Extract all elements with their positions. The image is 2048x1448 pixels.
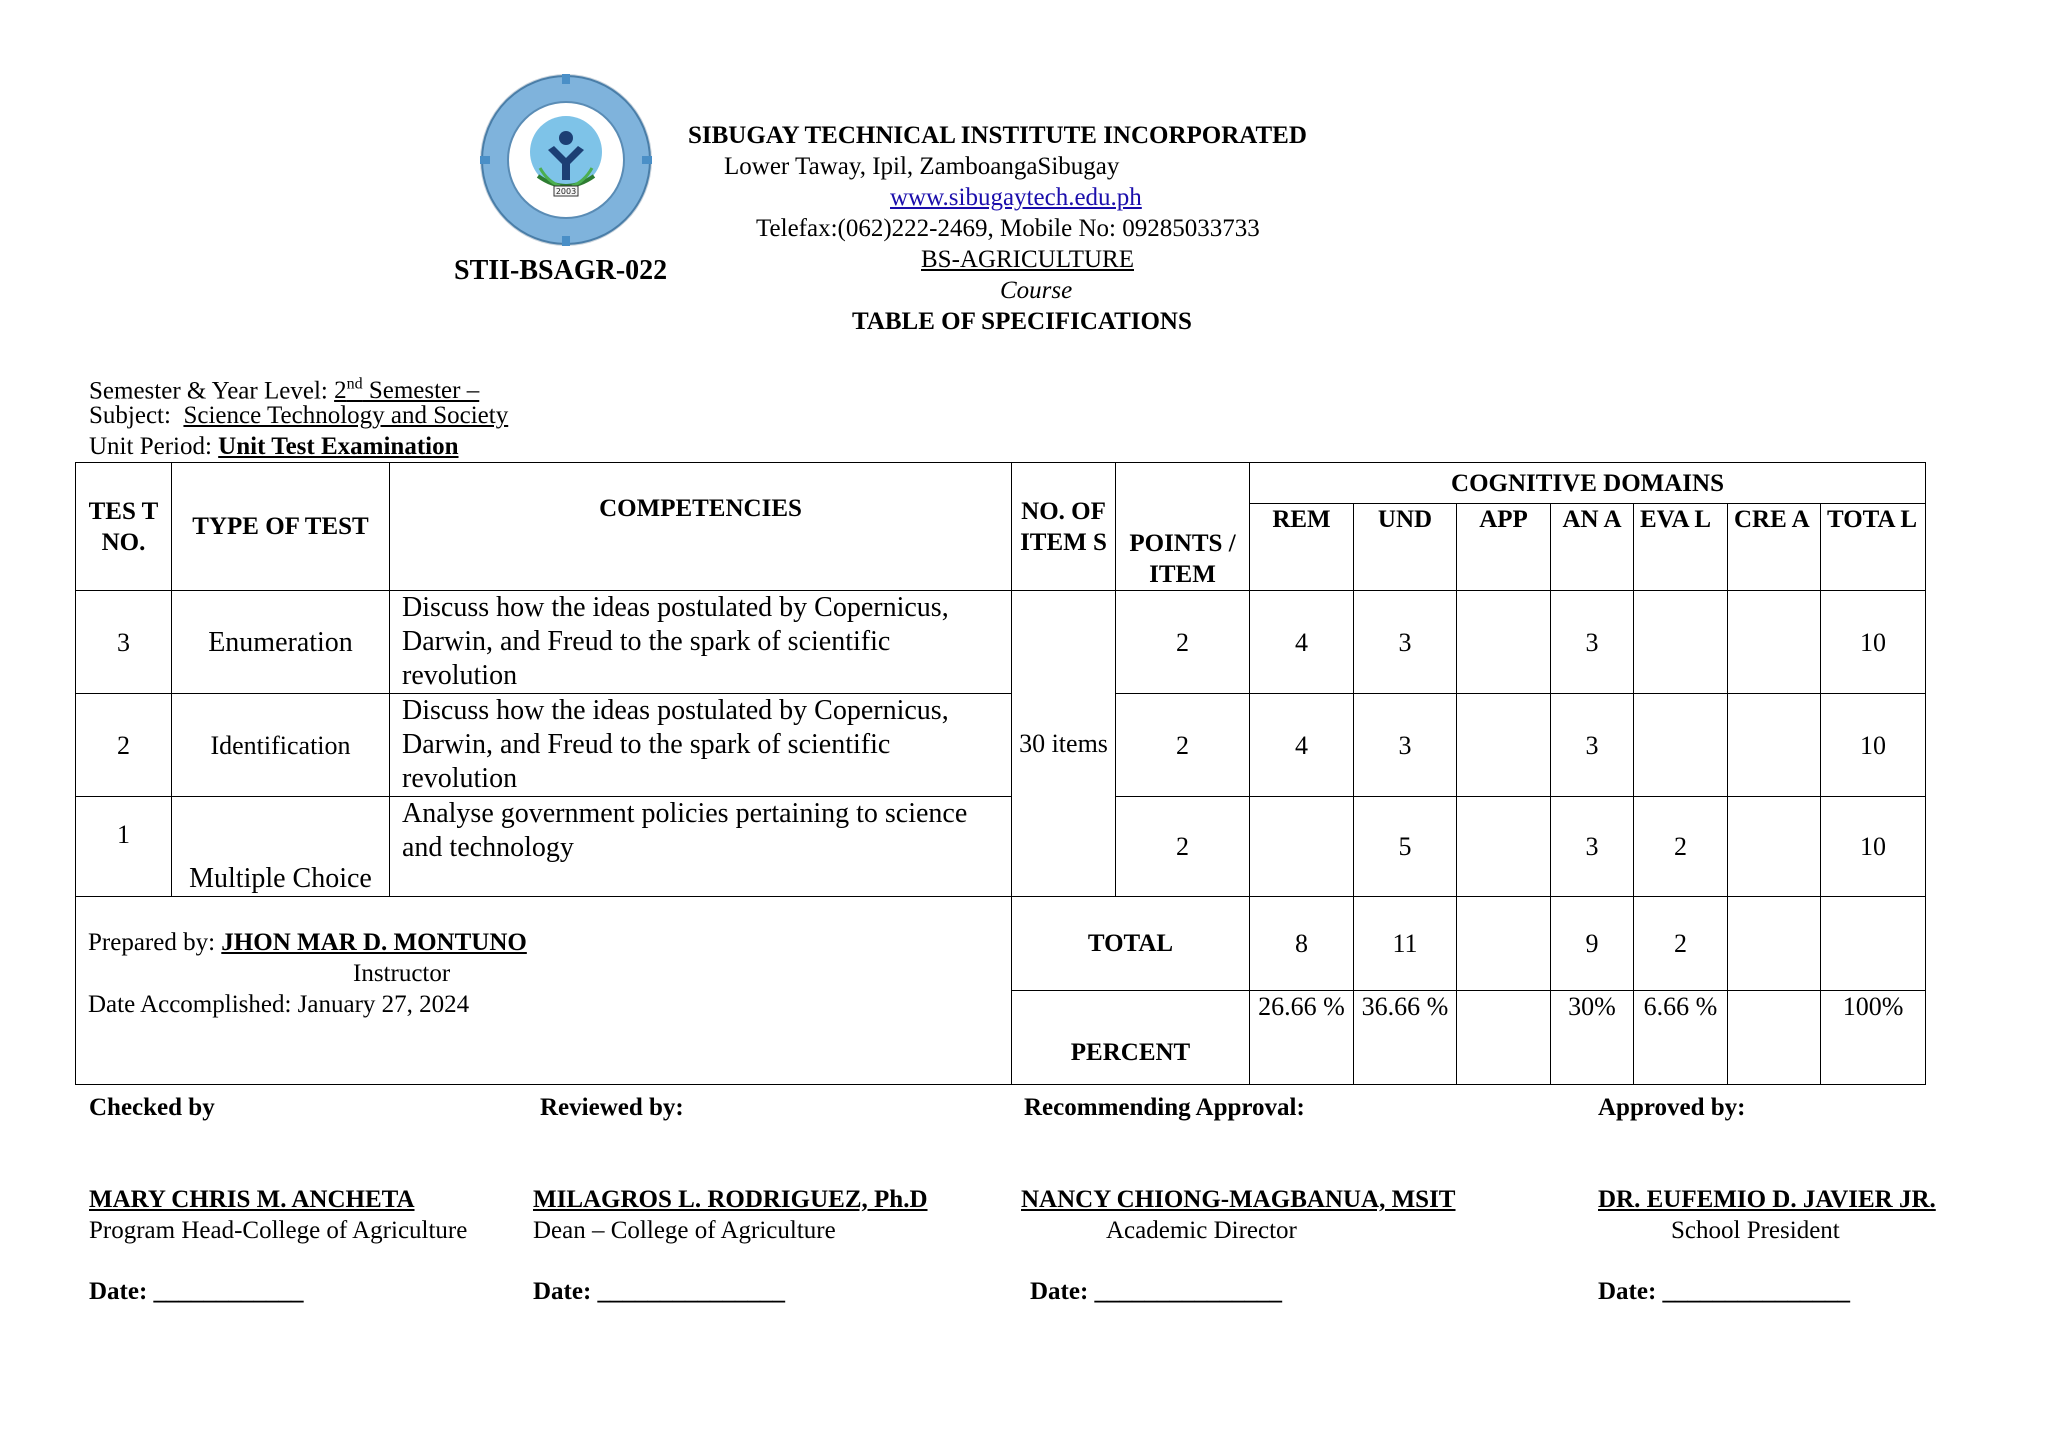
reviewed-by-name: MILAGROS L. RODRIGUEZ, Ph.D (533, 1186, 928, 1213)
no-of-items-value: 30 items (1012, 591, 1116, 897)
checked-by-name: MARY CHRIS M. ANCHETA (89, 1186, 415, 1213)
percent-und: 36.66 % (1354, 991, 1457, 1085)
subject-value: Science Technology and Society (183, 402, 509, 429)
program-name: BS-AGRICULTURE (921, 246, 1134, 273)
header-test-no: TES T NO. (76, 463, 172, 591)
row-rem: 4 (1250, 694, 1354, 797)
unit-value: Unit Test Examination (218, 433, 459, 460)
row-und: 3 (1354, 694, 1457, 797)
row-und: 5 (1354, 797, 1457, 897)
unit-label: Unit Period: (89, 433, 219, 460)
specifications-table (75, 462, 1926, 1085)
total-ana: 9 (1551, 897, 1634, 991)
prepared-by-block (76, 897, 1012, 1085)
row-crea (1728, 591, 1821, 694)
document-code: STII-BSAGR-022 (454, 255, 668, 286)
percent-rem: 26.66 % (1250, 991, 1354, 1085)
approved-by-role: School President (1671, 1217, 1840, 1244)
total-label: TOTAL (1012, 897, 1250, 991)
total-app (1457, 897, 1551, 991)
total-crea (1728, 897, 1821, 991)
header-ana: AN A (1551, 504, 1634, 591)
document-title: TABLE OF SPECIFICATIONS (852, 308, 1192, 335)
course-label: Course (1000, 277, 1073, 304)
row-eval (1634, 694, 1728, 797)
percent-crea (1728, 991, 1821, 1085)
row-app (1457, 797, 1551, 897)
prepared-name: JHON MAR D. MONTUNO (221, 929, 527, 956)
header-no-of-items: NO. OF ITEM S (1012, 463, 1116, 591)
percent-ana: 30% (1551, 991, 1634, 1085)
institution-name: SIBUGAY TECHNICAL INSTITUTE INCORPORATED (688, 122, 1307, 149)
row-competency: Discuss how the ideas postulated by Copernicus, Darwin, and Freud to the spark of scientific revolution (390, 591, 1012, 694)
row-competency: Analyse government policies pertaining to science and technology (390, 797, 1012, 897)
row-eval: 2 (1634, 797, 1728, 897)
row-type: Identification (172, 694, 390, 797)
header-crea: CRE A (1728, 504, 1821, 591)
table-row (76, 797, 1926, 897)
subject-line (89, 400, 508, 431)
website-link[interactable]: www.sibugaytech.edu.ph (890, 184, 1142, 211)
semester-label: Semester & Year Level: (89, 377, 335, 405)
institution-address: Lower Taway, Ipil, ZamboangaSibugay (724, 153, 1120, 180)
table-row (76, 591, 1926, 694)
row-test-no: 3 (76, 591, 172, 694)
header-cognitive-domains: COGNITIVE DOMAINS (1250, 463, 1926, 504)
row-total: 10 (1821, 694, 1926, 797)
prepared-role: Instructor (353, 960, 451, 987)
header-und: UND (1354, 504, 1457, 591)
row-points: 2 (1116, 797, 1250, 897)
contact-info: Telefax:(062)222-2469, Mobile No: 09285033733 (756, 215, 1260, 242)
percent-app (1457, 991, 1551, 1085)
date-accomplished: Date Accomplished: January 27, 2024 (88, 991, 470, 1018)
logo-year: 2003 (555, 187, 577, 196)
row-total: 10 (1821, 591, 1926, 694)
percent-label: PERCENT (1012, 991, 1250, 1085)
row-ana: 3 (1551, 797, 1634, 897)
percent-total: 100% (1821, 991, 1926, 1085)
row-crea (1728, 797, 1821, 897)
row-rem: 4 (1250, 591, 1354, 694)
header-competencies: COMPETENCIES (390, 463, 1012, 591)
approved-by-name: DR. EUFEMIO D. JAVIER JR. (1598, 1186, 1936, 1213)
checked-by-heading: Checked by (89, 1094, 215, 1121)
institute-logo (478, 72, 654, 248)
row-test-no: 2 (76, 694, 172, 797)
row-ana: 3 (1551, 591, 1634, 694)
checked-by-role: Program Head-College of Agriculture (89, 1217, 468, 1244)
row-competency: Discuss how the ideas postulated by Copernicus, Darwin, and Freud to the spark of scientific revolution (390, 694, 1012, 797)
percent-eval: 6.66 % (1634, 991, 1728, 1085)
totals-row (76, 897, 1926, 991)
prepared-label: Prepared by: (88, 929, 222, 956)
row-rem (1250, 797, 1354, 897)
row-test-no: 1 (76, 797, 172, 897)
table-row (76, 694, 1926, 797)
row-app (1457, 694, 1551, 797)
total-eval: 2 (1634, 897, 1728, 991)
checked-by-date: Date: ____________ (89, 1278, 304, 1305)
row-points: 2 (1116, 591, 1250, 694)
header-eval: EVA L (1634, 504, 1728, 591)
unit-period-line (89, 431, 459, 462)
recommending-approval-heading: Recommending Approval: (1024, 1094, 1305, 1121)
row-und: 3 (1354, 591, 1457, 694)
row-ana: 3 (1551, 694, 1634, 797)
row-total: 10 (1821, 797, 1926, 897)
approved-by-heading: Approved by: (1598, 1094, 1746, 1121)
approved-by-date: Date: _______________ (1598, 1278, 1851, 1305)
recommending-approval-date: Date: _______________ (1030, 1278, 1283, 1305)
reviewed-by-role: Dean – College of Agriculture (533, 1217, 836, 1244)
row-points: 2 (1116, 694, 1250, 797)
recommending-approval-name: NANCY CHIONG-MAGBANUA, MSIT (1021, 1186, 1456, 1213)
row-crea (1728, 694, 1821, 797)
reviewed-by-date: Date: _______________ (533, 1278, 786, 1305)
header-app: APP (1457, 504, 1551, 591)
header-rem: REM (1250, 504, 1354, 591)
reviewed-by-heading: Reviewed by: (540, 1094, 684, 1121)
total-und: 11 (1354, 897, 1457, 991)
header-points-per-item: POINTS / ITEM (1116, 463, 1250, 591)
recommending-approval-role: Academic Director (1106, 1217, 1297, 1244)
row-eval (1634, 591, 1728, 694)
header-type-of-test: TYPE OF TEST (172, 463, 390, 591)
row-type: Enumeration (172, 591, 390, 694)
header-total: TOTA L (1821, 504, 1926, 591)
semester-value: 2nd Semester – (334, 376, 480, 405)
total-rem: 8 (1250, 897, 1354, 991)
total-total (1821, 897, 1926, 991)
row-type: Multiple Choice (172, 797, 390, 897)
subject-label: Subject: (89, 402, 184, 429)
row-app (1457, 591, 1551, 694)
